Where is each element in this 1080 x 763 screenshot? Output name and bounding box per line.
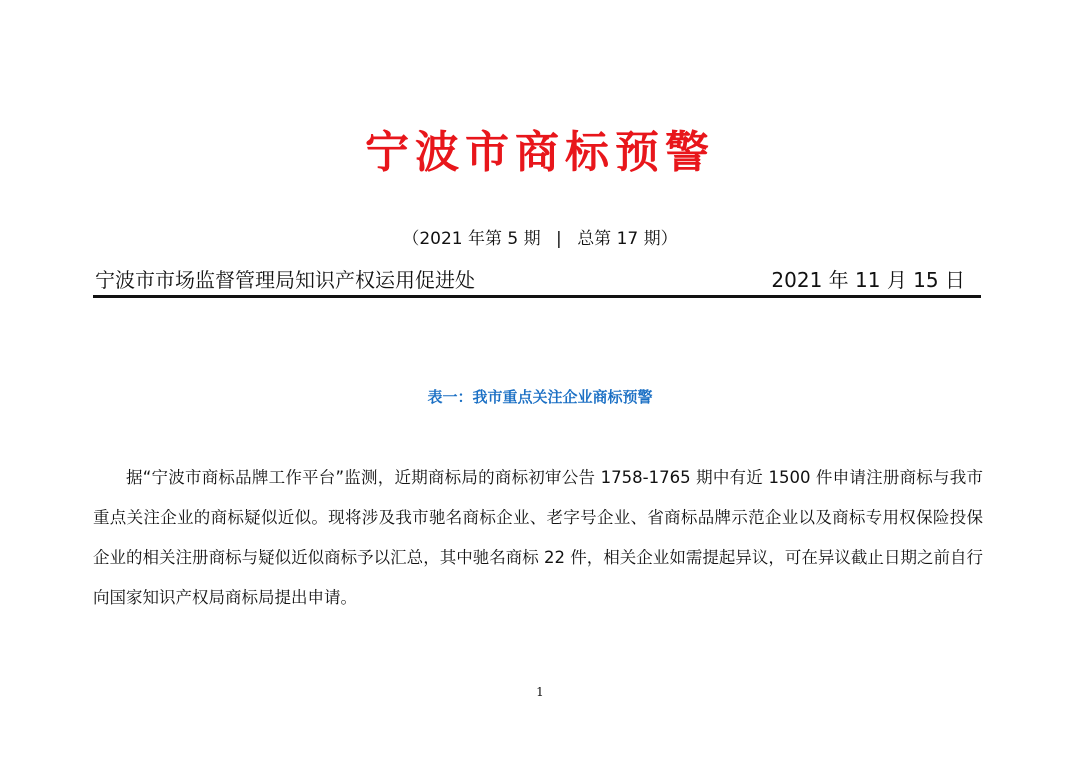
issue-number: （2021 年第 5 期	[402, 229, 541, 249]
organization-name: 宁波市市场监督管理局知识产权运用促进处	[95, 268, 475, 292]
page-number: 1	[536, 685, 544, 699]
body-paragraph: 据“宁波市商标品牌工作平台”监测，近期商标局的商标初审公告 1758-1765 期中有近 1500 件申请注册商标与我市重点关注企业的商标疑似近似。现将涉及我市驰名商标企业、老字号企业、省商标品牌示范企业以及商标专用权保险投保企业的相关注册商标与疑似近似商标予以汇总，其中驰名商标 22 件，相关企业如需提起异议，可在异议截止日期之前自行向国家知识产权局商标局提出申请。	[93, 468, 983, 607]
table-caption: 表一：我市重点关注企业商标预警	[427, 388, 653, 406]
issue-separator: |	[556, 229, 562, 249]
issue-total: 总第 17 期）	[577, 229, 678, 249]
issue-date: 2021 年 11 月 15 日	[771, 268, 965, 292]
header-row	[95, 264, 965, 292]
body-text	[93, 458, 983, 618]
header-divider	[93, 295, 981, 298]
document-title: 宁波市商标预警	[365, 127, 715, 178]
issue-info	[0, 224, 1080, 249]
